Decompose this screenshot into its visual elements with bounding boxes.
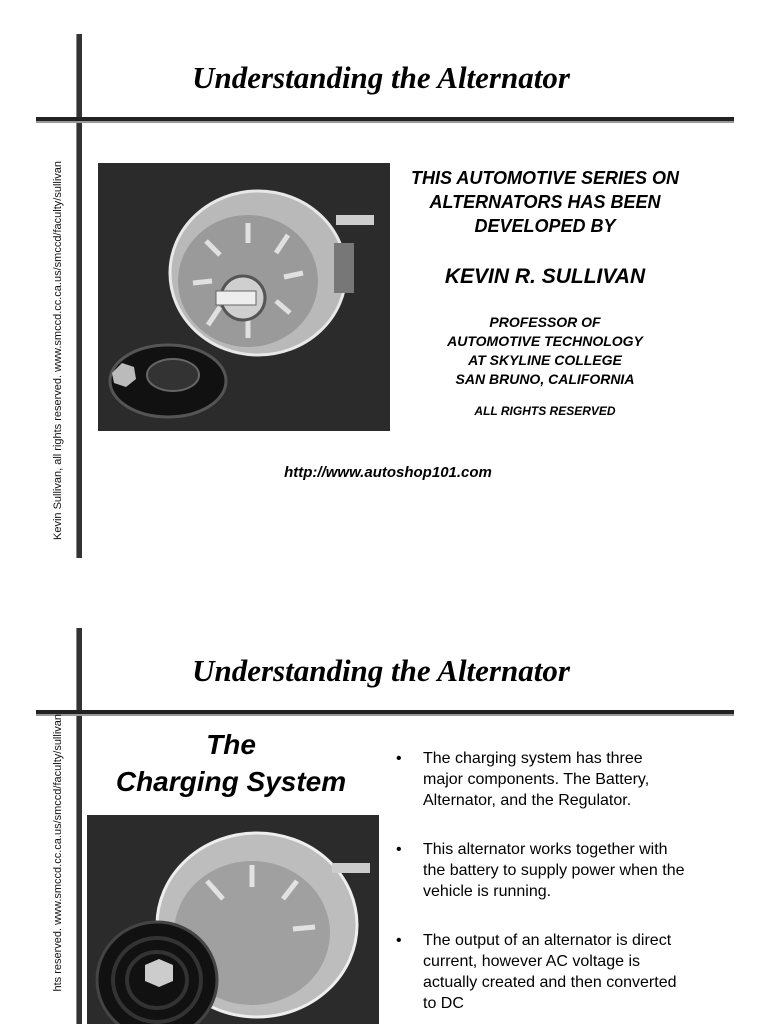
- alternator-photo: [98, 163, 390, 431]
- horizontal-rule: [36, 710, 734, 716]
- affiliation-line: AT SKYLINE COLLEGE: [468, 352, 622, 368]
- alternator-illustration: [87, 815, 379, 1024]
- rights-reserved-text: ALL RIGHTS RESERVED: [474, 404, 616, 418]
- bullet-marker: •: [396, 841, 402, 858]
- horizontal-rule: [36, 117, 734, 123]
- alternator-photo: [87, 815, 379, 1024]
- slide-title: Understanding the Alternator: [192, 653, 570, 688]
- slide-2: [0, 628, 768, 1024]
- bullet-text: The charging system has three major components. The Battery, Alternator, and the Regulator.: [423, 750, 650, 809]
- list-item: [396, 839, 686, 902]
- bullet-marker: •: [396, 932, 402, 949]
- subtitle-line: The: [206, 729, 256, 760]
- bullet-text: This alternator works together with the battery to supply power when the vehicle is running.: [423, 841, 685, 900]
- author-name: KEVIN R. SULLIVAN: [444, 265, 646, 288]
- developed-by-text: THIS AUTOMOTIVE SERIES ON ALTERNATORS HAS BEEN DEVELOPED BY: [410, 168, 680, 236]
- list-item: [396, 748, 686, 811]
- list-item: [396, 930, 686, 1014]
- bullet-list: [396, 748, 686, 1024]
- alternator-illustration: [98, 163, 390, 431]
- affiliation-line: PROFESSOR OF: [489, 314, 601, 330]
- affiliation-line: SAN BRUNO, CALIFORNIA: [455, 371, 635, 387]
- affiliation-line: AUTOMOTIVE TECHNOLOGY: [447, 333, 643, 349]
- slide-subtitle: [96, 726, 366, 800]
- side-copyright-text: Kevin Sullivan, all rights reserved. www.smccd.cc.ca.us/smccd/faculty/sullivan: [52, 160, 64, 540]
- side-copyright-text: hts reserved. www.smccd.cc.ca.us/smccd/faculty/sullivan: [52, 714, 64, 992]
- subtitle-line: Charging System: [115, 766, 347, 797]
- slide-title: Understanding the Alternator: [192, 60, 570, 95]
- website-link[interactable]: http://www.autoshop101.com: [284, 464, 492, 481]
- vertical-rule: [76, 34, 82, 558]
- bullet-text: The output of an alternator is direct current, however AC voltage is actually created and then converted to DC: [423, 932, 677, 1012]
- bullet-marker: •: [396, 750, 402, 767]
- author-affiliation: [400, 313, 690, 389]
